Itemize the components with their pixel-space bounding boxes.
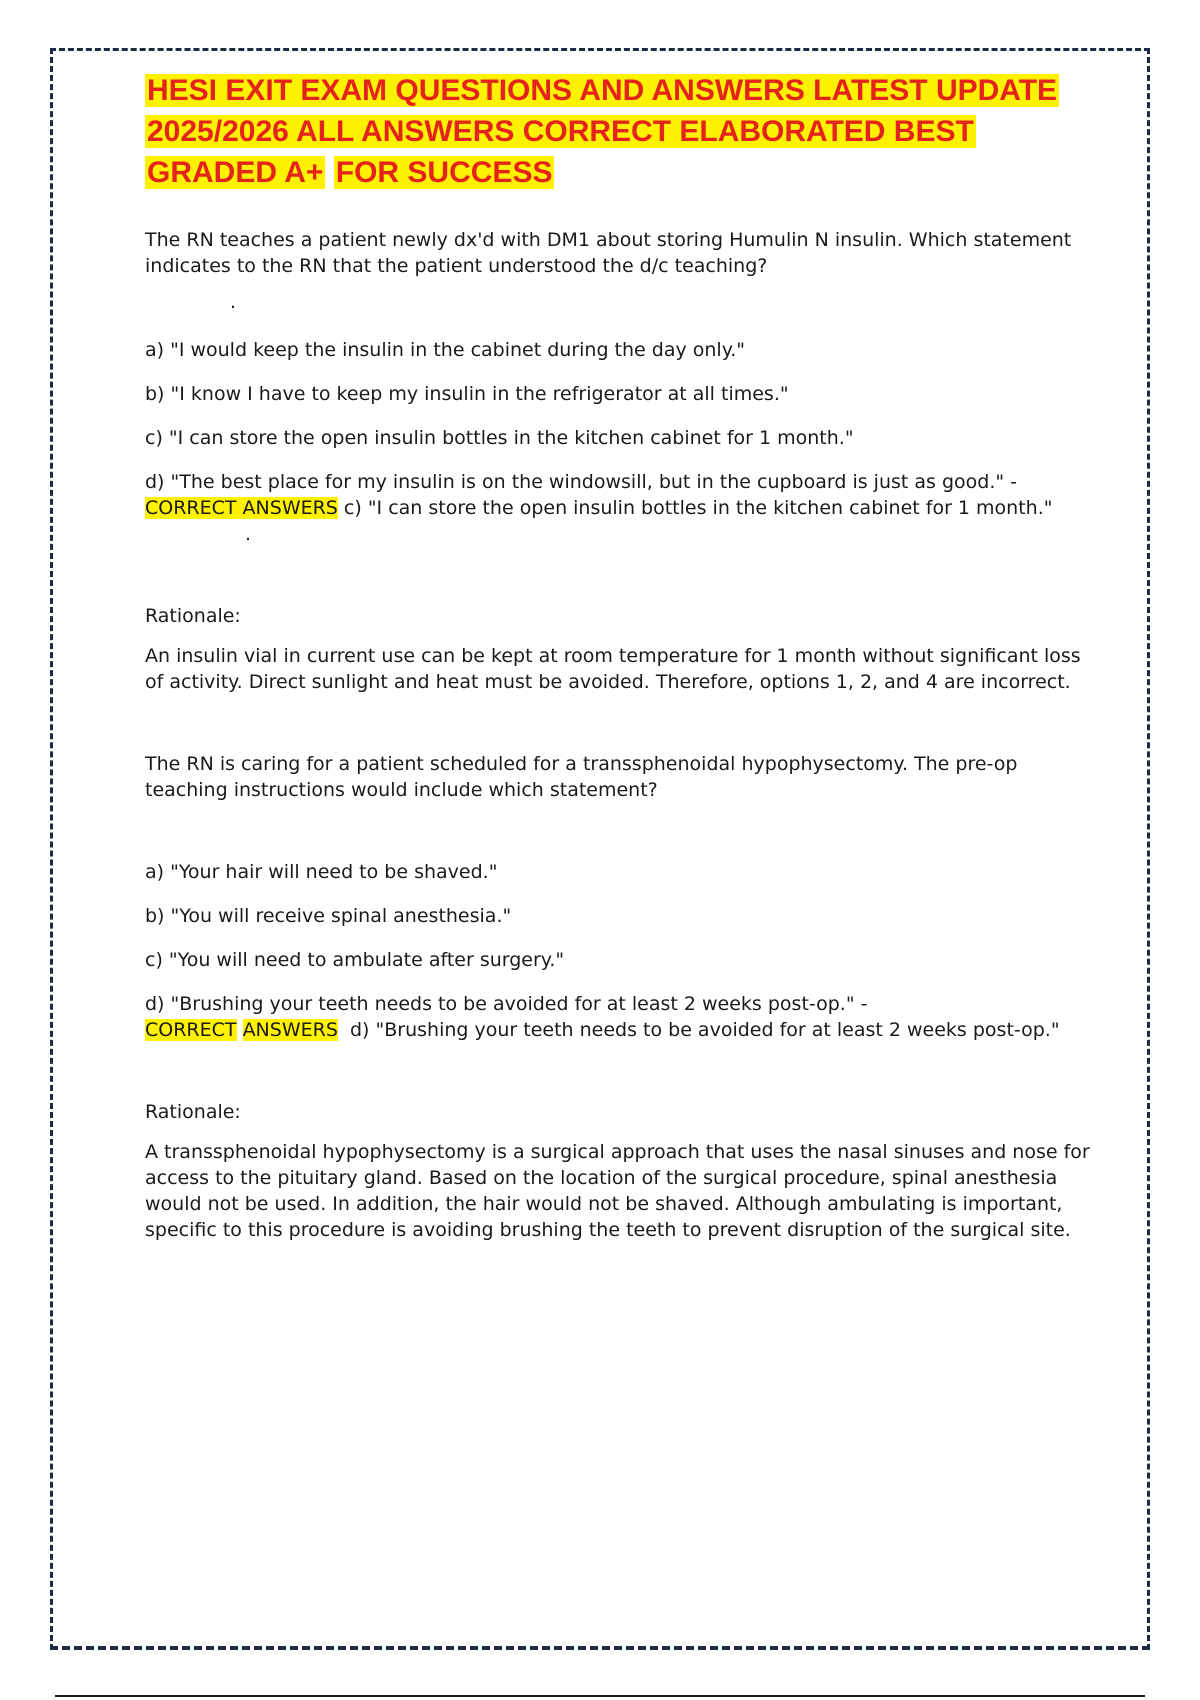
question-2-rationale: A transsphenoidal hypophysectomy is a surgical approach that uses the nasal sinuses and nose for access to the pituitary gland. Based on the location of the surgical procedure, spinal anesthesia would not be used. In addition, the hair would not be shaved. Although ambulating is important, specific to this procedure is avoiding brushing the teeth to prevent disruption of the surgical site. [145,1141,1090,1241]
question-1-option-c: c) "I can store the open insulin bottles in the kitchen cabinet for 1 month." [145,427,854,449]
correct-label-a: CORRECT [145,1019,237,1041]
correct-answers-label: CORRECT ANSWERS [145,497,338,519]
question-2-stem: The RN is caring for a patient scheduled for a transsphenoidal hypophysectomy. The pre-op teaching instructions would include which statement? [145,753,1018,801]
question-2 [145,751,1095,1243]
title-line-1: HESI EXIT EXAM QUESTIONS AND ANSWERS LATEST UPDATE [147,74,1058,107]
question-1-correct-answer: c) "I can store the open insulin bottles in the kitchen cabinet for 1 month." [343,497,1053,519]
question-1-option-d: d) "The best place for my insulin is on the windowsill, but in the cupboard is just as good." - [145,471,1018,493]
question-1-option-d-with-answer [145,469,1095,547]
rationale-label: Rationale: [145,605,241,627]
stray-mark: . [230,291,237,313]
document-content [145,70,1095,1243]
question-1-stem: The RN teaches a patient newly dx'd with DM1 about storing Humulin N insulin. Which statement indicates to the RN that the patient understood the d/c teaching? [145,229,1072,277]
question-1-option-a: a) "I would keep the insulin in the cabinet during the day only." [145,339,746,361]
question-2-option-c: c) "You will need to ambulate after surgery." [145,949,565,971]
title-line-3a: GRADED A+ [147,156,324,189]
question-1-option-b: b) "I know I have to keep my insulin in the refrigerator at all times." [145,383,789,405]
bottom-rule [55,1695,1145,1697]
question-1-rationale: An insulin vial in current use can be kept at room temperature for 1 month without significant loss of activity. Direct sunlight and heat must be avoided. Therefore, options 1, 2, and 4 are incorrect. [145,645,1081,693]
question-2-option-a: a) "Your hair will need to be shaved." [145,861,498,883]
trailing-mark: . [245,523,252,545]
question-2-option-d-with-answer [145,991,1095,1043]
document-title [145,70,1095,193]
question-2-option-d: d) "Brushing your teeth needs to be avoided for at least 2 weeks post-op." - [145,993,868,1015]
question-2-correct-answer: d) "Brushing your teeth needs to be avoided for at least 2 weeks post-op." [349,1019,1060,1041]
question-1 [145,227,1095,695]
title-line-3b: FOR SUCCESS [335,156,553,189]
correct-label-b: ANSWERS [242,1019,338,1041]
question-2-option-b: b) "You will receive spinal anesthesia." [145,905,512,927]
title-line-2: 2025/2026 ALL ANSWERS CORRECT ELABORATED BEST [147,115,974,148]
rationale-label: Rationale: [145,1101,241,1123]
